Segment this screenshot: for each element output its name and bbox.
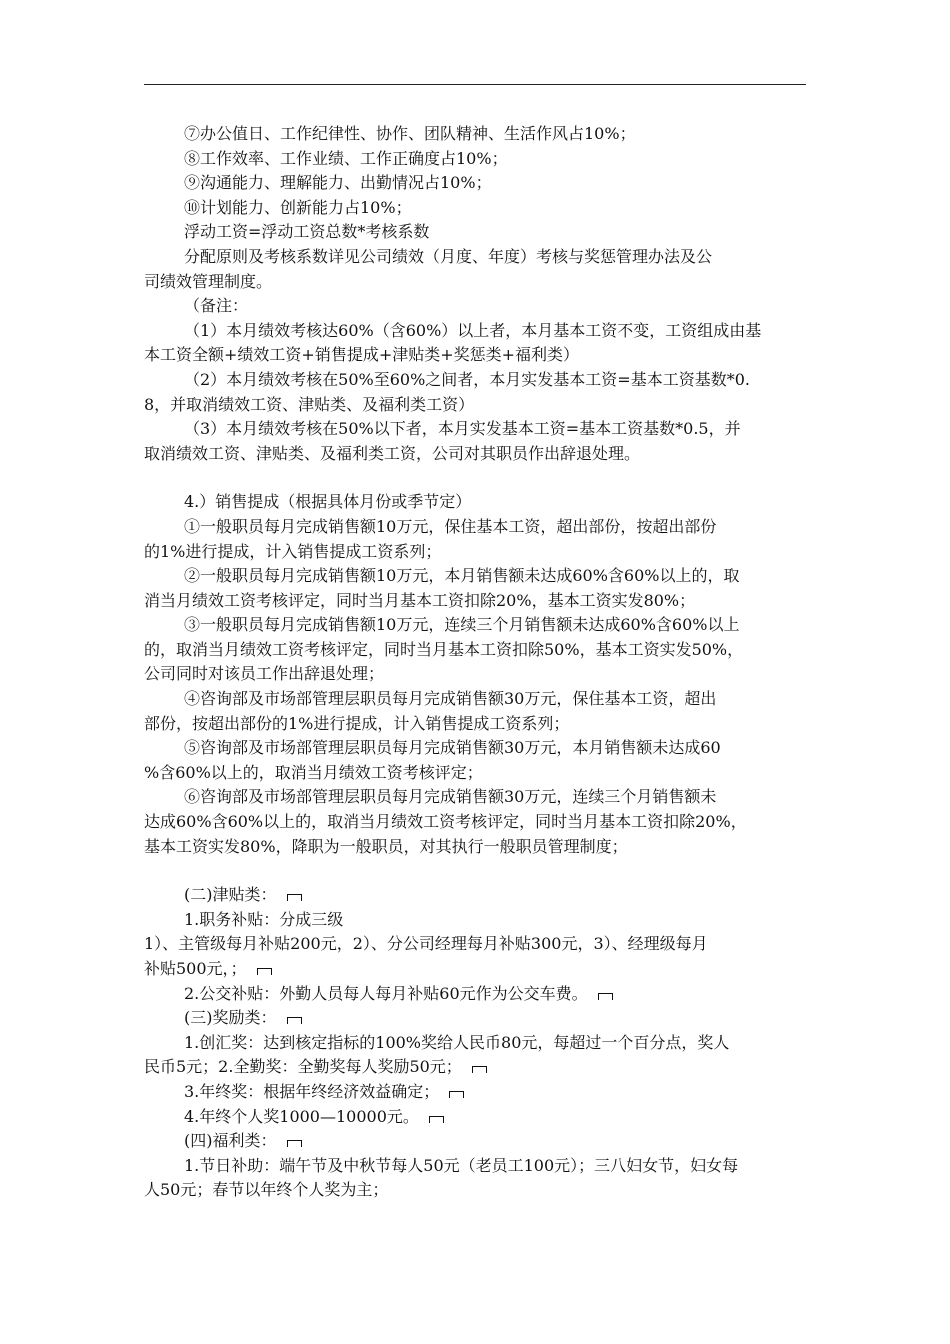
text-line: ⑧工作效率、工作业绩、工作正确度占10%； (184, 148, 508, 168)
text-line: 达成60%含60%以上的，取消当月绩效工资考核评定，同时当月基本工资扣除20%， (144, 812, 747, 832)
text-line: 的1%进行提成，计入销售提成工资系列； (144, 541, 442, 561)
text-line: ⑥咨询部及市场部管理层职员每月完成销售额30万元，连续三个月销售额未 (184, 787, 717, 807)
text-line: %含60%以上的，取消当月绩效工资考核评定； (144, 762, 483, 782)
text-line: 民币5元；2.全勤奖：全勤奖每人奖励50元； (144, 1055, 806, 1080)
header-rule (144, 84, 806, 85)
text-line: 本工资全额+绩效工资+销售提成+津贴类+奖惩类+福利类） (144, 345, 580, 365)
text-line: 消当月绩效工资考核评定，同时当月基本工资扣除20%，基本工资实发80%； (144, 590, 696, 610)
text-line: ②一般职员每月完成销售额10万元，本月销售额未达成60%含60%以上的，取 (184, 566, 740, 586)
text-line: ⑦办公值日、工作纪律性、协作、团队精神、生活作风占10%； (184, 124, 636, 143)
text-line: 3.年终奖：根据年终经济效益确定； (144, 1080, 806, 1105)
text-line: 1.节日补助：端午节及中秋节每人50元（老员工100元）；三八妇女节，妇女每 (184, 1155, 739, 1175)
text-line: 1）、主管级每月补贴200元，2）、分公司经理每月补贴300元，3）、经理级每月 (144, 934, 708, 954)
paragraph-mark-icon (429, 1116, 444, 1123)
text-line: 8，并取消绩效工资、津贴类、及福利类工资） (144, 394, 475, 414)
text-line: (二)津贴类： (144, 883, 806, 908)
paragraph-mark-icon (449, 1091, 464, 1098)
text-line: 部份，按超出部份的1%进行提成，计入销售提成工资系列； (144, 713, 570, 733)
text-line: 4.年终个人奖1000—10000元。 (144, 1105, 806, 1130)
text-line: 分配原则及考核系数详见公司绩效（月度、年度）考核与奖惩管理办法及公 (184, 246, 713, 266)
text-line: ③一般职员每月完成销售额10万元，连续三个月销售额未达成60%含60%以上 (184, 615, 740, 635)
text-line: 人50元；春节以年终个人奖为主； (144, 1180, 389, 1200)
text-line: （3）本月绩效考核在50%以下者，本月实发基本工资=基本工资基数*0.5，并 (184, 419, 741, 439)
paragraph-mark-icon (287, 1017, 302, 1024)
text-line: ⑤咨询部及市场部管理层职员每月完成销售额30万元，本月销售额未达成60 (184, 738, 721, 758)
text-line: ⑩计划能力、创新能力占10%； (184, 197, 412, 217)
text-line: 2.公交补贴：外勤人员每人每月补贴60元作为公交车费。 (144, 982, 806, 1007)
paragraph-mark-icon (598, 993, 613, 1000)
text-line: ④咨询部及市场部管理层职员每月完成销售额30万元，保住基本工资，超出 (184, 689, 717, 709)
text-line: 1.职务补贴：分成三级 (184, 909, 344, 929)
paragraph-mark-icon (257, 968, 272, 975)
text-line: 补贴500元，； (144, 957, 806, 982)
text-line: （备注： (184, 296, 249, 316)
text-line: (四)福利类： (144, 1129, 806, 1154)
paragraph-mark-icon (287, 894, 302, 901)
text-line: ①一般职员每月完成销售额10万元，保住基本工资，超出部份，按超出部份 (184, 516, 717, 536)
paragraph-gap (144, 466, 806, 490)
text-line: （2）本月绩效考核在50%至60%之间者，本月实发基本工资=基本工资基数*0. (184, 369, 750, 389)
text-line: 的，取消当月绩效工资考核评定，同时当月基本工资扣除50%，基本工资实发50%， (144, 639, 744, 659)
text-line: ⑨沟通能力、理解能力、出勤情况占10%； (184, 173, 492, 193)
paragraph-gap (144, 859, 806, 883)
paragraph-mark-icon (472, 1066, 487, 1073)
text-line: 公司同时对该员工作出辞退处理； (144, 664, 385, 684)
paragraph-mark-icon (287, 1140, 302, 1147)
text-line: （1）本月绩效考核达60%（含60%）以上者，本月基本工资不变，工资组成由基 (184, 320, 762, 340)
text-line: 1.创汇奖：达到核定指标的100%奖给人民币80元，每超过一个百分点，奖人 (184, 1032, 730, 1052)
text-line: 司绩效管理制度。 (144, 271, 273, 291)
text-line: 基本工资实发80%，降职为一般职员，对其执行一般职员管理制度； (144, 836, 628, 856)
text-line: 浮动工资=浮动工资总数*考核系数 (184, 222, 430, 242)
text-line: 取消绩效工资、津贴类、及福利类工资，公司对其职员作出辞退处理。 (144, 443, 641, 463)
document-body (144, 122, 806, 1203)
text-line: 4.）销售提成（根据具体月份或季节定） (184, 492, 472, 512)
text-line: (三)奖励类： (144, 1006, 806, 1031)
